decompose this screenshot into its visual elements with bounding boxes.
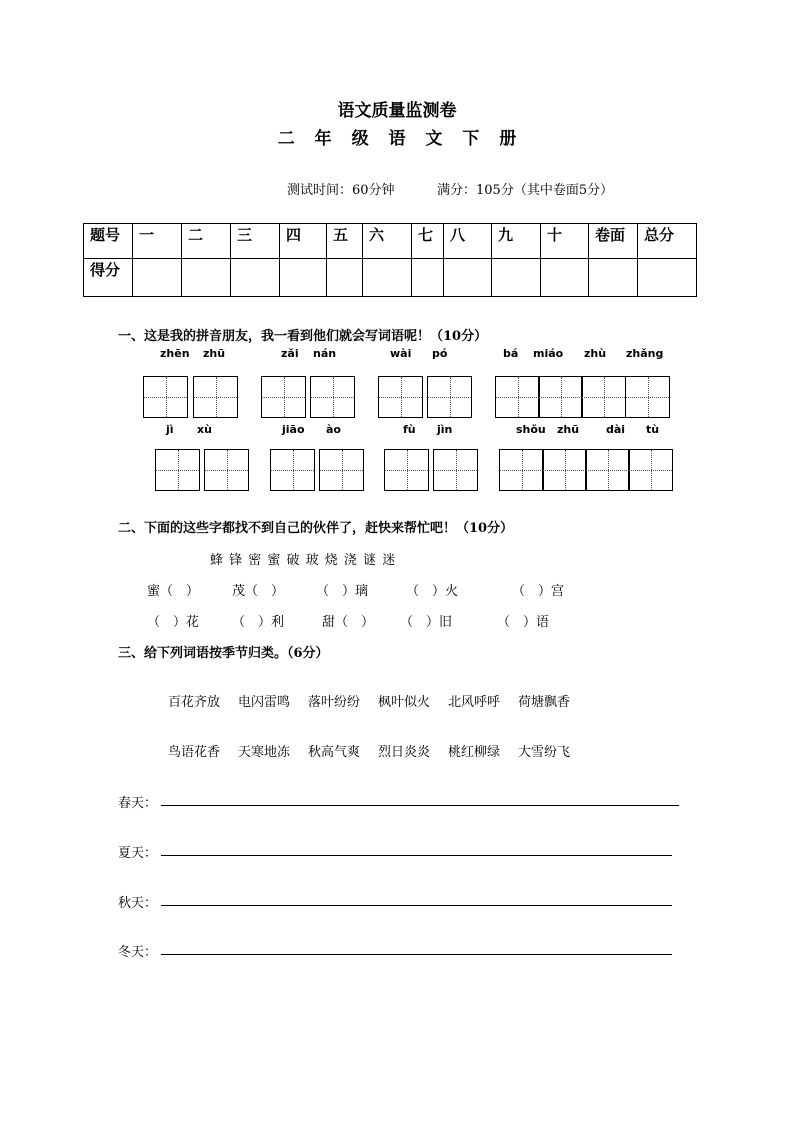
writing-grid-cell[interactable] [319, 449, 364, 491]
pinyin: xù [197, 423, 212, 436]
pinyin: jìn [437, 423, 453, 436]
pinyin: zhù [584, 347, 607, 360]
writing-grid-cell[interactable] [433, 449, 478, 491]
score-cell [541, 259, 589, 297]
score-header-cell: 一 [133, 224, 182, 259]
season-word: 荷塘飘香 [518, 695, 571, 710]
season-word: 枫叶似火 [378, 695, 431, 710]
season-label-spring: 春天： [118, 796, 158, 811]
fill-blank-item[interactable]: 茂（ ） [232, 584, 285, 599]
subtitle-char: 语 [388, 129, 406, 149]
writing-grid-cell[interactable] [193, 376, 238, 418]
score-table-header-row [84, 224, 697, 259]
fill-blank-item[interactable]: 蜜（ ） [147, 584, 200, 599]
writing-grid-cell[interactable] [155, 449, 200, 491]
writing-grid-cell[interactable] [270, 449, 315, 491]
pinyin: fù [403, 423, 416, 436]
writing-grid-cell[interactable] [384, 449, 429, 491]
q3-heading: 三、给下列词语按季节归类。（6分） [118, 646, 329, 661]
season-word: 落叶纷纷 [308, 695, 361, 710]
full-score: 满分：105分（其中卷面5分） [437, 183, 614, 198]
pinyin: zhū [557, 423, 580, 436]
season-label-autumn: 秋天： [118, 896, 158, 911]
score-header-cell: 总分 [638, 224, 697, 259]
score-header-cell: 五 [327, 224, 363, 259]
subtitle-char: 年 [314, 129, 332, 149]
fill-blank-item[interactable]: （ ）璃 [316, 584, 369, 599]
writing-grid-cell[interactable] [625, 376, 670, 418]
season-word: 烈日炎炎 [378, 745, 431, 760]
writing-grid-cell[interactable] [204, 449, 249, 491]
fill-blank-item[interactable]: （ ）旧 [400, 615, 453, 630]
score-header-cell: 十 [541, 224, 589, 259]
writing-grid-cell[interactable] [542, 449, 587, 491]
answer-line-winter[interactable] [161, 954, 672, 955]
score-cell [444, 259, 492, 297]
score-cell [182, 259, 231, 297]
writing-grid-cell[interactable] [143, 376, 188, 418]
page-subtitle [0, 124, 794, 149]
score-cell [327, 259, 363, 297]
pinyin: pó [432, 347, 448, 360]
season-word: 天寒地冻 [238, 745, 291, 760]
season-word: 北风呼呼 [448, 695, 501, 710]
pinyin: tù [646, 423, 660, 436]
season-word: 桃红柳绿 [448, 745, 501, 760]
pinyin: miáo [533, 347, 564, 360]
score-cell [638, 259, 697, 297]
answer-line-spring[interactable] [161, 805, 679, 806]
q2-character-list: 蜂 锋 密 蜜 破 玻 烧 浇 谜 迷 [210, 553, 397, 568]
writing-grid-cell[interactable] [538, 376, 583, 418]
season-label-summer: 夏天： [118, 846, 158, 861]
score-header-cell: 四 [280, 224, 327, 259]
score-header-cell: 卷面 [589, 224, 638, 259]
page-title: 语文质量监测卷 [337, 101, 457, 121]
score-header-cell: 九 [492, 224, 541, 259]
subtitle-char: 二 [277, 129, 295, 149]
season-word: 大雪纷飞 [518, 745, 571, 760]
subtitle-char: 文 [425, 129, 443, 149]
score-header-cell: 二 [182, 224, 231, 259]
season-word: 秋高气爽 [308, 745, 361, 760]
score-table-score-row [84, 259, 697, 297]
score-cell [280, 259, 327, 297]
score-header-cell: 六 [363, 224, 412, 259]
score-header-cell: 七 [412, 224, 444, 259]
writing-grid-cell[interactable] [499, 449, 544, 491]
score-cell [363, 259, 412, 297]
writing-grid-cell[interactable] [581, 376, 626, 418]
score-table [83, 223, 697, 297]
score-cell [589, 259, 638, 297]
score-header-cell: 八 [444, 224, 492, 259]
writing-grid-cell[interactable] [310, 376, 355, 418]
fill-blank-item[interactable]: （ ）语 [497, 615, 550, 630]
fill-blank-item[interactable]: 甜（ ） [322, 615, 375, 630]
q1-heading: 一、这是我的拼音朋友，我一看到他们就会写词语呢！（10分） [118, 329, 488, 344]
writing-grid-cell[interactable] [628, 449, 673, 491]
test-time: 测试时间：60分钟 [287, 183, 395, 198]
answer-line-autumn[interactable] [161, 905, 672, 906]
score-cell [492, 259, 541, 297]
pinyin: dài [606, 423, 626, 436]
q2-heading: 二、下面的这些字都找不到自己的伙伴了，赶快来帮忙吧！（10分） [118, 521, 514, 536]
pinyin: shǒu [516, 423, 546, 436]
subtitle-char: 册 [499, 129, 517, 149]
score-cell [412, 259, 444, 297]
writing-grid-cell[interactable] [495, 376, 540, 418]
pinyin: jiāo [282, 423, 305, 436]
pinyin: zhū [203, 347, 226, 360]
answer-line-summer[interactable] [161, 855, 672, 856]
score-header-cell: 三 [231, 224, 280, 259]
fill-blank-item[interactable]: （ ）利 [232, 615, 285, 630]
season-label-winter: 冬天： [118, 945, 158, 960]
season-word: 电闪雷鸣 [238, 695, 291, 710]
pinyin: zhēn [160, 347, 190, 360]
pinyin: wài [390, 347, 412, 360]
fill-blank-item[interactable]: （ ）火 [406, 584, 459, 599]
fill-blank-item[interactable]: （ ）花 [147, 615, 200, 630]
writing-grid-cell[interactable] [427, 376, 472, 418]
season-word: 百花齐放 [168, 695, 221, 710]
score-row-label: 得分 [84, 259, 133, 297]
fill-blank-item[interactable]: （ ）宫 [512, 584, 565, 599]
score-cell [133, 259, 182, 297]
score-header-cell: 题号 [84, 224, 133, 259]
writing-grid-cell[interactable] [378, 376, 423, 418]
season-word: 鸟语花香 [168, 745, 221, 760]
subtitle-char: 级 [351, 129, 369, 149]
pinyin: zǎi [281, 347, 299, 360]
writing-grid-cell[interactable] [585, 449, 630, 491]
pinyin: nán [313, 347, 337, 360]
pinyin: ào [326, 423, 341, 436]
subtitle-char: 下 [462, 129, 480, 149]
writing-grid-cell[interactable] [261, 376, 306, 418]
pinyin: jì [166, 423, 174, 436]
score-cell [231, 259, 280, 297]
pinyin: bá [503, 347, 519, 360]
pinyin: zhǎng [626, 347, 664, 360]
